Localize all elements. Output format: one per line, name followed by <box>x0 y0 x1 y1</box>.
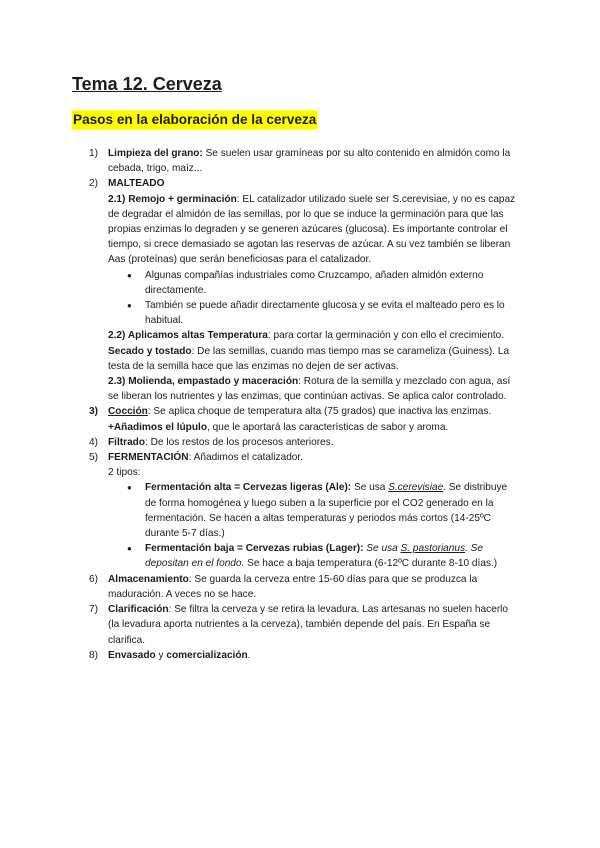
sub-paragraph-temperatura <box>0 328 521 374</box>
item-label: Cocción <box>108 406 148 418</box>
bullet-text: Se usa <box>363 543 401 555</box>
bullet-label: Fermentación alta = Cervezas ligeras (Ale): <box>145 482 352 494</box>
bullet-icon: ● <box>127 301 132 311</box>
sub-text: : Rotura de la semilla y mezclado con agua, así se liberan los nutrientes y las enzimas, que continúan activas. Se aplica calor controlado. <box>108 376 511 403</box>
species-name: S. pastorianus <box>400 543 466 555</box>
list-item-envasado <box>0 648 521 663</box>
sub-label: 2.1) Remojo + germinación <box>108 193 237 205</box>
list-item-filtrado <box>0 435 521 450</box>
bullet-item <box>0 480 521 541</box>
page-title: Tema 12. Cerveza <box>72 74 222 94</box>
list-item-fermentacion <box>0 450 521 480</box>
item-number: 2) <box>89 178 98 190</box>
sub-paragraph-remojo <box>0 192 521 268</box>
item-text: Se suelen usar gramíneas por su alto contenido en almidón como la cebada, trigo, maíz... <box>108 148 511 175</box>
sub-label: Secado y tostado <box>108 345 192 357</box>
list-item-limpieza <box>0 146 521 176</box>
item-number: 5) <box>89 452 98 464</box>
item-text: : Se aplica choque de temperatura alta (75 grados) que inactiva las enzimas. <box>147 406 492 418</box>
item-text: , que le aportará las características de sabor y aroma. <box>207 421 449 433</box>
item-label: Clarificación <box>108 604 169 616</box>
species-name: S.cerevisiae <box>388 482 444 494</box>
item-label: FERMENTACIÓN <box>108 452 189 464</box>
list-item-malteado <box>0 176 521 191</box>
item-text: . <box>247 649 251 661</box>
item-label: +Añadimos el lúpulo <box>108 421 207 433</box>
steps-list <box>0 146 600 663</box>
bullet-item <box>0 268 521 298</box>
item-text: : Se guarda la cerveza entre 15-60 días para que se produzca la maduración. A veces no se hace. <box>108 573 478 600</box>
item-text: : Se filtra la cerveza y se retira la levadura. Las artesanas no suelen hacerlo (la levadura aporta nutrientes a la cerveza), también depende del país. En España se clarifica. <box>108 604 509 646</box>
item-label: Limpieza del grano: <box>108 148 203 159</box>
item-text: y <box>155 649 167 661</box>
section-heading: Pasos en la elaboración de la cerveza <box>72 110 317 130</box>
list-item-almacenamiento <box>0 572 521 602</box>
bullet-item <box>0 298 521 328</box>
item-label: Almacenamiento <box>108 573 189 585</box>
item-text: 2 tipos: <box>108 467 141 479</box>
bullet-text: Algunas compañías industriales como Cruzcampo, añaden almidón externo directamente. <box>145 269 484 296</box>
item-text: : De los restos de los procesos anteriores. <box>145 436 334 448</box>
sub-text: : EL catalizador utilizado suele ser S.cerevisiae, y no es capaz de degradar el almidón de las semillas, por lo que se induce la germinación para que las propias enzimas lo degraden y se generen azúcares (glucosa). Es importante controlar el tiempo, si crece demasiado se agotan las reservas de azúcar. A su vez también se liberan Aas (proteínas) que serán beneficiosas para el catalizador. <box>108 193 516 266</box>
bullet-icon: ● <box>127 483 132 493</box>
item-text: : Añadimos el catalizador. <box>188 452 304 464</box>
list-item-clarificacion <box>0 602 521 648</box>
bullet-icon: ● <box>127 270 132 280</box>
bullet-label: Fermentación baja = Cervezas rubias (Lager): <box>145 543 364 555</box>
item-number: 4) <box>89 436 98 448</box>
bullet-icon: ● <box>127 544 132 554</box>
sub-label: 2.2) Aplicamos altas Temperatura <box>108 330 268 342</box>
sub-text: : para cortar la germinación y con ello el crecimiento. <box>267 330 505 342</box>
item-label: Filtrado <box>108 436 146 448</box>
item-number: 7) <box>89 604 98 616</box>
item-number: 3) <box>89 406 98 418</box>
sub-paragraph-molienda <box>0 374 521 404</box>
bullet-text: . Se distribuye de forma homogénea y luego suben a la superficie por el CO2 generado en la fermentación. Se hacen a altas temperaturas y periodos más cortos (14-25ºC durante 5-7 días.) <box>145 482 508 540</box>
bullet-text: También se puede añadir directamente glucosa y se evita el malteado pero es lo habitual. <box>145 300 505 327</box>
item-number: 1) <box>89 148 98 159</box>
sub-text: : De las semillas, cuando mas tiempo mas se carameliza (Guiness). La testa de la semilla hace que las enzimas no dejen de ser activas. <box>108 345 510 372</box>
bullet-text: Se hace a baja temperatura (6-12ºC durante 8-10 días.) <box>244 558 498 570</box>
bullet-text: . Se depositan en el fondo. <box>145 543 484 570</box>
sub-label: 2.3) Molienda, empastado y maceración <box>108 376 299 388</box>
item-label: Envasado <box>108 649 156 661</box>
item-number: 6) <box>89 573 98 585</box>
list-item-coccion <box>0 404 521 434</box>
bullet-item <box>0 541 521 571</box>
item-label: MALTEADO <box>108 178 165 190</box>
item-number: 8) <box>89 649 98 661</box>
bullet-text: Se usa <box>351 482 389 494</box>
item-label: comercialización <box>166 649 248 661</box>
